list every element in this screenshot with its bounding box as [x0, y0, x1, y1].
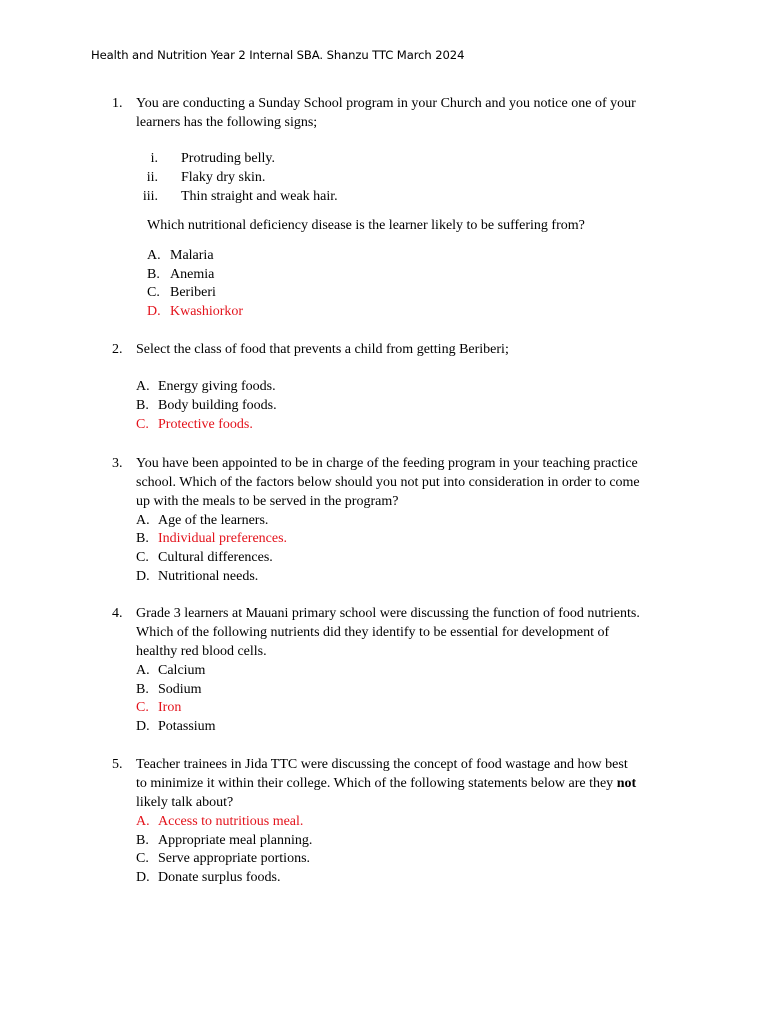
question-text [136, 604, 696, 661]
option-text: Donate surplus foods. [158, 870, 281, 885]
sign-numeral: ii. [146, 170, 158, 185]
option-text: Access to nutritious meal. [158, 814, 304, 829]
option-letter: A. [136, 379, 150, 394]
option-letter: A. [147, 248, 161, 263]
option-letter: A. [136, 663, 150, 678]
option-text: Protective foods. [158, 417, 253, 432]
option-letter: A. [136, 513, 150, 528]
option-letter: A. [136, 814, 150, 829]
sign-numeral: i. [150, 151, 158, 166]
option-letter: C. [147, 285, 160, 300]
question-line: Select the class of food that prevents a child from getting Beriberi; [136, 342, 509, 357]
question-number: 3. [112, 456, 123, 471]
option-text: Sodium [158, 682, 202, 697]
option-letter: D. [136, 719, 150, 734]
question-line: Teacher trainees in Jida TTC were discussing the concept of food wastage and how best [136, 757, 628, 772]
question-number: 2. [112, 342, 123, 357]
question-number: 5. [112, 757, 123, 772]
sign-numeral: iii. [142, 189, 158, 204]
option-text: Iron [158, 700, 182, 715]
question-line: Which of the following nutrients did they identify to be essential for development of [136, 625, 610, 640]
page-header: Health and Nutrition Year 2 Internal SBA. Shanzu TTC March 2024 [91, 48, 465, 62]
option-letter: D. [136, 870, 150, 885]
option-text: Nutritional needs. [158, 569, 259, 584]
question-line: Grade 3 learners at Mauani primary school were discussing the function of food nutrients. [136, 606, 640, 621]
option-text: Age of the learners. [158, 513, 269, 528]
option-letter: B. [147, 267, 160, 282]
option-text: Kwashiorkor [170, 304, 244, 319]
question-line [136, 774, 696, 793]
question-number: 1. [112, 96, 123, 111]
sub-question: Which nutritional deficiency disease is the learner likely to be suffering from? [147, 218, 585, 233]
option-letter: C. [136, 550, 149, 565]
question-line: learners has the following signs; [136, 115, 318, 130]
option-letter: B. [136, 682, 149, 697]
option-text: Body building foods. [158, 398, 277, 413]
option-text: Potassium [158, 719, 216, 734]
question-text [136, 94, 696, 132]
option-letter: B. [136, 833, 149, 848]
option-letter: B. [136, 398, 149, 413]
option-letter: D. [136, 569, 150, 584]
option-text: Appropriate meal planning. [158, 833, 313, 848]
question-line: healthy red blood cells. [136, 644, 267, 659]
question-line: up with the meals to be served in the program? [136, 494, 399, 509]
option-text: Cultural differences. [158, 550, 273, 565]
emphasis-word: not [616, 776, 637, 791]
sign-text: Protruding belly. [181, 151, 275, 166]
question-line-text: to minimize it within their college. Which of the following statements below are they [136, 776, 614, 791]
option-text: Anemia [170, 267, 215, 282]
question-text [136, 755, 696, 812]
question-number: 4. [112, 606, 123, 621]
option-letter: C. [136, 700, 149, 715]
question-text [136, 454, 696, 511]
option-text: Energy giving foods. [158, 379, 276, 394]
option-letter: C. [136, 851, 149, 866]
option-letter: B. [136, 531, 149, 546]
sign-text: Flaky dry skin. [181, 170, 266, 185]
question-line: likely talk about? [136, 795, 234, 810]
option-text: Serve appropriate portions. [158, 851, 311, 866]
option-text: Individual preferences. [158, 531, 288, 546]
option-text: Malaria [170, 248, 214, 263]
question-line: school. Which of the factors below should you not put into consideration in order to come [136, 475, 640, 490]
question-text [136, 340, 696, 359]
option-letter: C. [136, 417, 149, 432]
question-line: You are conducting a Sunday School program in your Church and you notice one of your [136, 96, 636, 111]
question-line: You have been appointed to be in charge of the feeding program in your teaching practice [136, 456, 638, 471]
option-text: Beriberi [170, 285, 216, 300]
sign-text: Thin straight and weak hair. [181, 189, 338, 204]
option-letter: D. [147, 304, 161, 319]
option-text: Calcium [158, 663, 206, 678]
